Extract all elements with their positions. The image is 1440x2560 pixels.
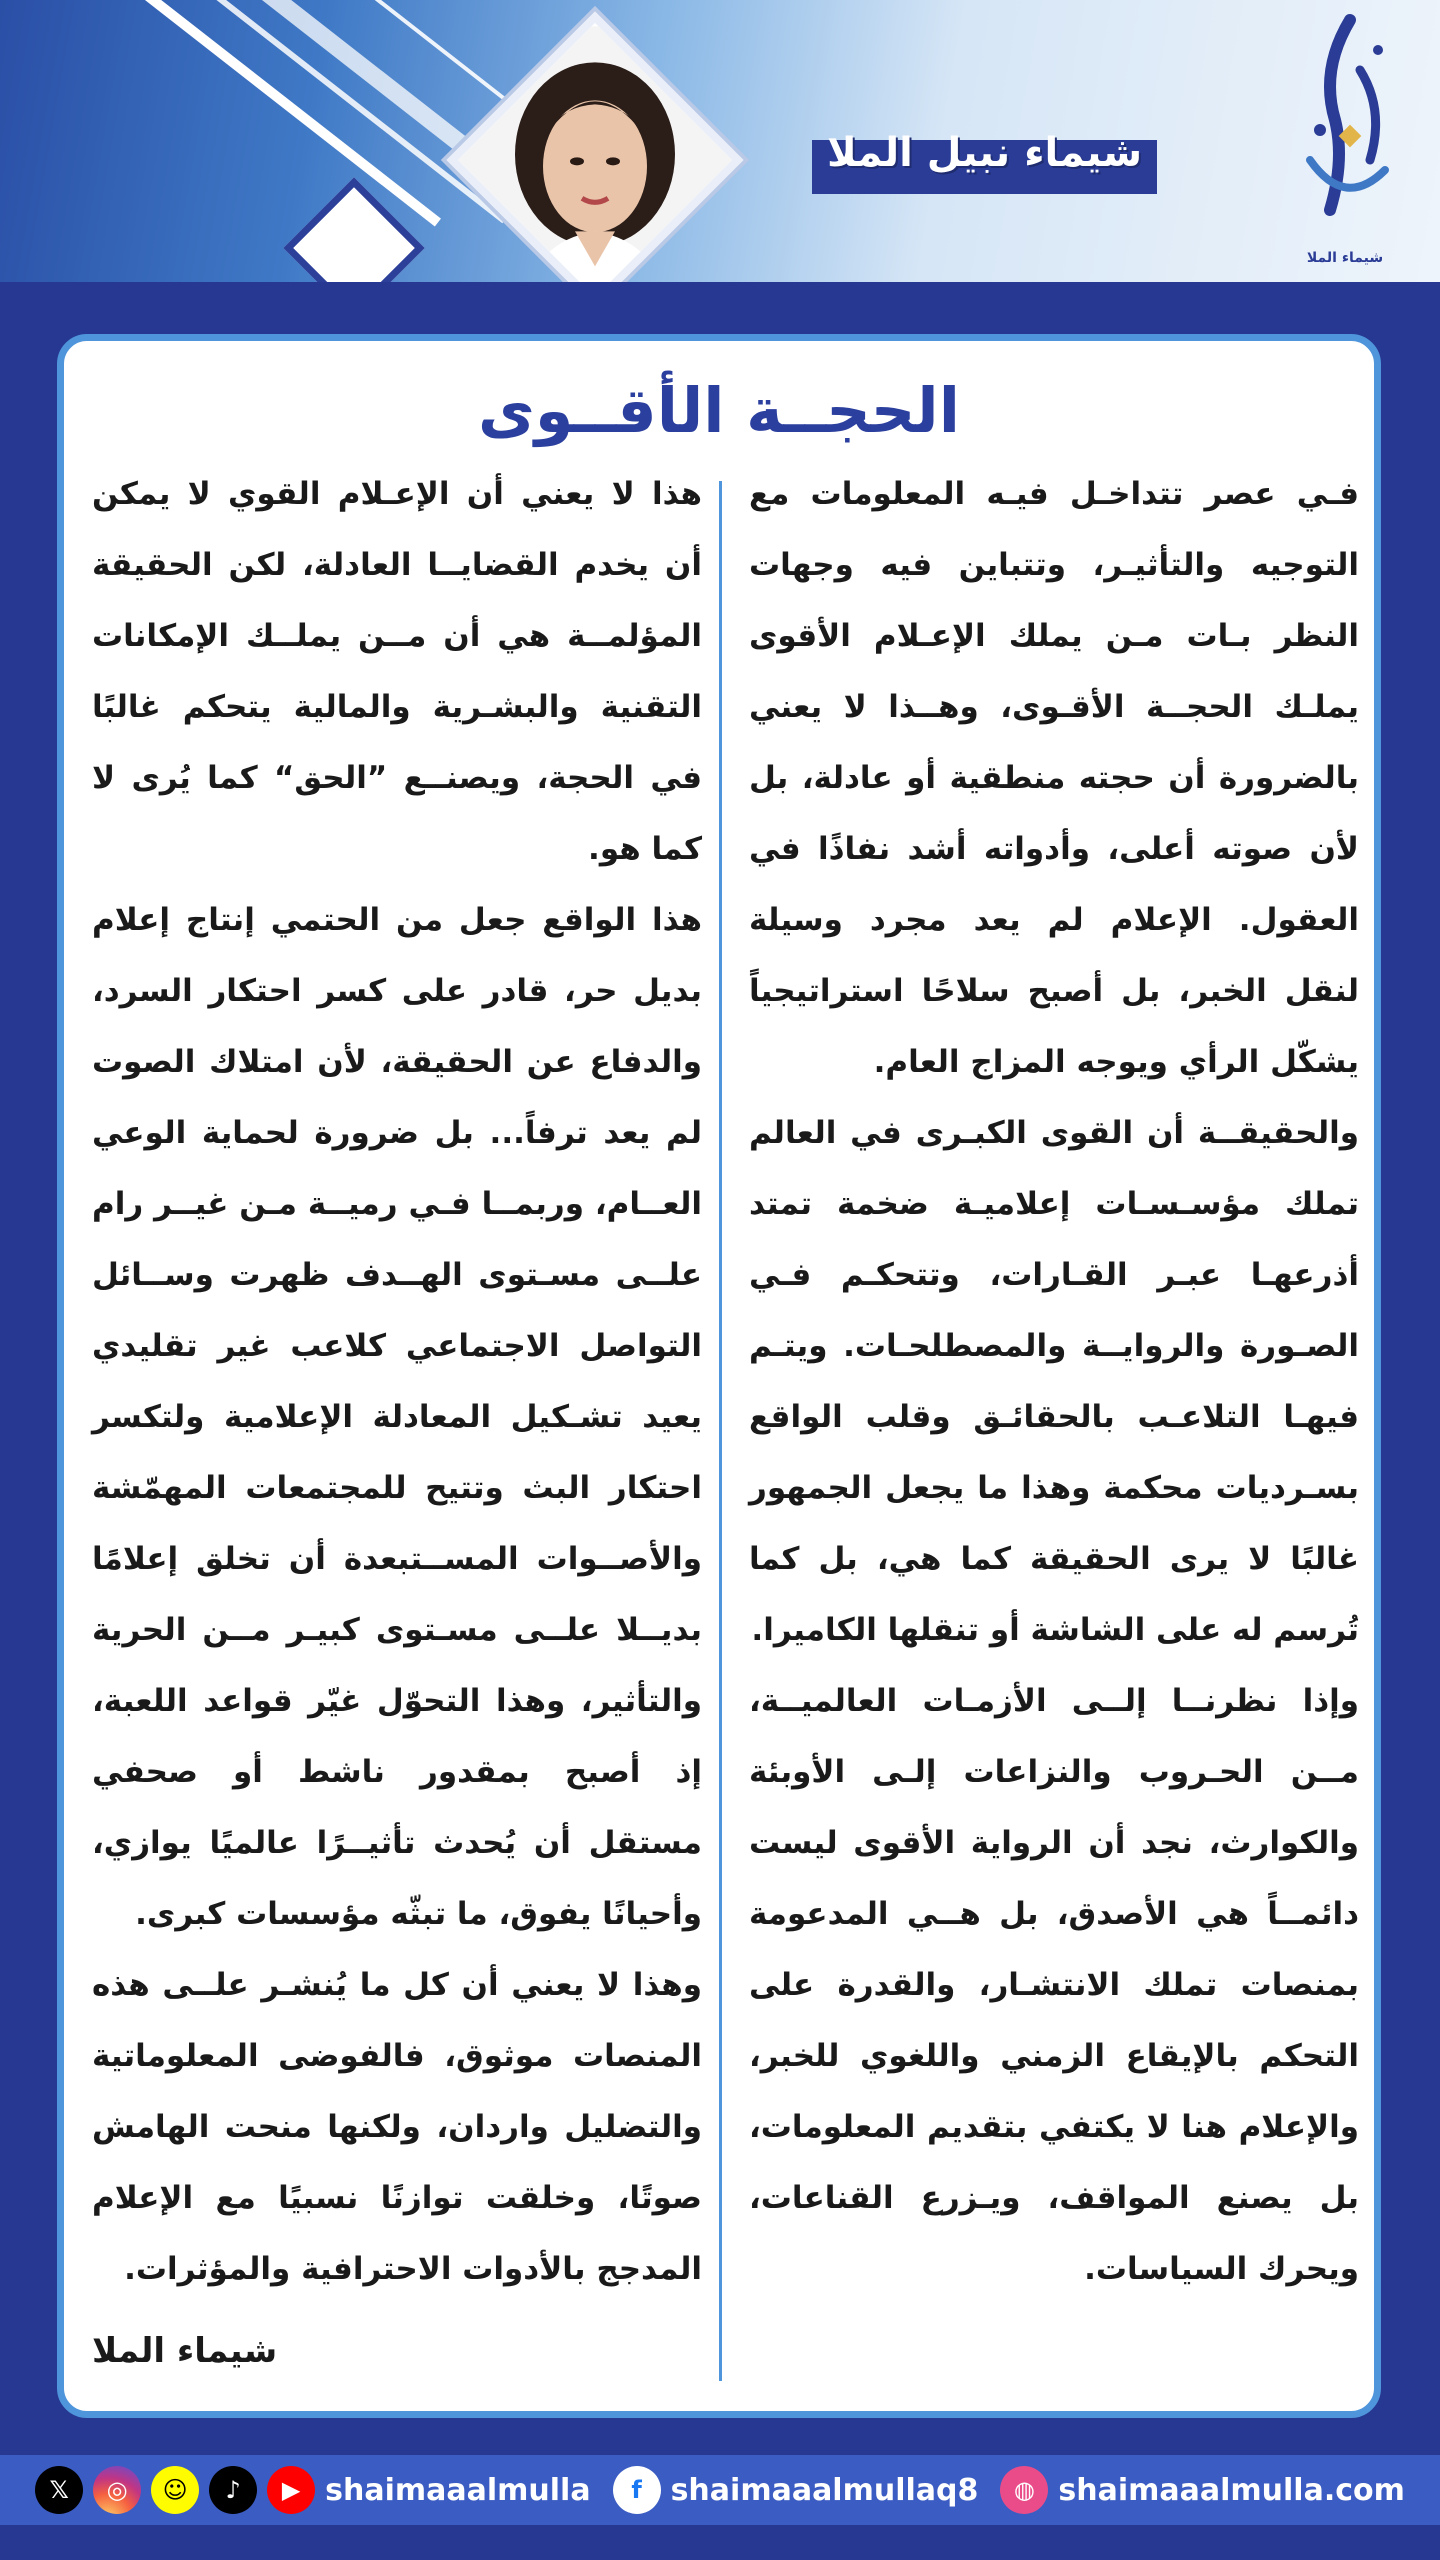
paragraph: هذا لا يعني أن الإعـلام القوي لا يمكن أن يخدم القضايــا العادلة، لكن الحقيقة المؤلمــة هي أن مــن يملــك الإمكانات التقنية والبشـرية والمالية يتحكم غالبًا في الحجة، ويصنــع ”الحق“ كما يُرى لا كما هو. [92,476,702,867]
header-banner [0,0,1440,282]
facebook-handle-link[interactable]: shaimaaalmullaq8 [670,2472,979,2508]
tiktok-icon[interactable]: ♪ [209,2466,257,2514]
author-photo [447,12,744,282]
decor-stripe [171,0,506,223]
instagram-icon[interactable]: ◎ [93,2466,141,2514]
social-group-handles [35,2466,590,2514]
paragraph: فـي عصر تتداخـل فيـه المعلومات مع التوجيه والتأثيـر، وتتباين فيه وجهات النظر بـات مـن يملك الإعـلام الأقوى يملـك الحجــة الأقـوى، وهــذا لا يعني بالضرورة أن حجته منطقية أو عادلة، بل لأن صوته أعلى، وأدواته أشد نفاذًا في العقول. الإعلام لم يعد مجرد وسيلة لنقل الخبر، بل أصبح سلاحًا استراتيجياً يشكّل الرأي ويوجه المزاج العام. [749,476,1359,1080]
social-footer [0,2455,1440,2525]
article-column-left [92,459,702,2305]
x-icon[interactable]: 𝕏 [35,2466,83,2514]
dribbble-icon[interactable]: ◍ [1000,2466,1048,2514]
article-column-right [749,459,1359,2305]
paragraph: هذا الواقع جعل من الحتمي إنتاج إعلام بديل حر، قادر على كسر احتكار السرد، والدفاع عن الحقيقة، لأن امتلاك الصوت لم يعد ترفاً... بل ضرورة لحماية الوعي العــام، وربمــا فـي رميــة مـن غيــر رام علــى مسـتوى الهــدف ظهرت وســائل التواصل الاجتماعي كلاعب غير تقليدي يعيد تشـكيل المعادلة الإعلامية ولتكسر احتكار البث وتتيح للمجتمعات المهمّشة والأصــوات المســتبعدة أن تخلق إعلامًا بديــلا علــى مسـتوى كبيـر مــن الحرية والتأثير، وهذا التحوّل غيّر قواعد اللعبة، إذ أصبح بمقدور ناشط أو صحفي مستقل أن يُحدث تأثيــرًا عالميًا يوازي، وأحيانًا يفوق، ما تبثّه مؤسسات كبرى. [92,902,702,1932]
author-signature: شيماء الملا [92,2331,278,2371]
paragraph: وإذا نظرنــا إلــى الأزمـات العالميــة، مــن الحـروب والنزاعات إلـى الأوبئة والكوارث، نجد أن الرواية الأقوى ليست دائمــاً هي الأصدق، بل هــي المدعومة بمنصات تملك الانتشـار، والقدرة على التحكم بالإيقاع الزمني واللغوي للخبر، والإعلام هنا لا يكتفي بتقديم المعلومات، بل يصنع المواقف، ويـزرع القناعات، ويحرك السياسات. [749,1683,1359,2287]
snapchat-icon[interactable]: ☺ [151,2466,199,2514]
logo-caption: شيماء الملا [1306,250,1384,266]
article-title: الحجــة الأقــوى [478,374,960,447]
article-card [57,334,1381,2418]
website-link[interactable]: shaimaaalmulla.com [1058,2472,1405,2508]
social-handle-link[interactable]: shaimaaalmulla [325,2472,591,2508]
paragraph: والحقيقــة أن القوى الكبـرى في العالم تملك مؤسـسـات إعلاميـة ضخمة تمتد أذرعهـا عبـر القـارات، وتتحكـم فـي الصـورة والروايــة والمصطلحـات. ويتـم فيهـا التلاعـب بالحقائـق وقلب الواقع بسـرديات محكمة وهذا ما يجعل الجمهور غالبًا لا يرى الحقيقة كما هي، بل كما تُرسم له على الشاشة أو تنقلها الكاميرا. [749,1115,1359,1648]
portrait-image [450,26,740,282]
author-name: شيماء نبيل الملا [826,130,1143,176]
social-group-website [1000,2466,1405,2514]
column-divider [719,481,722,2381]
decor-stripe [104,0,441,226]
brand-logo-icon [1290,10,1400,240]
social-group-facebook [613,2466,979,2514]
youtube-icon[interactable]: ▶ [267,2466,315,2514]
facebook-icon[interactable]: f [613,2466,661,2514]
paragraph: وهذا لا يعني أن كل ما يُنشـر علــى هذه المنصات موثوق، فالفوضى المعلوماتية والتضليل واردان، ولكنها منحت الهامش صوتًا، وخلقت توازنًا نسبيًا مع الإعلام المدجج بالأدوات الاحترافية والمؤثرات. [92,1967,702,2287]
